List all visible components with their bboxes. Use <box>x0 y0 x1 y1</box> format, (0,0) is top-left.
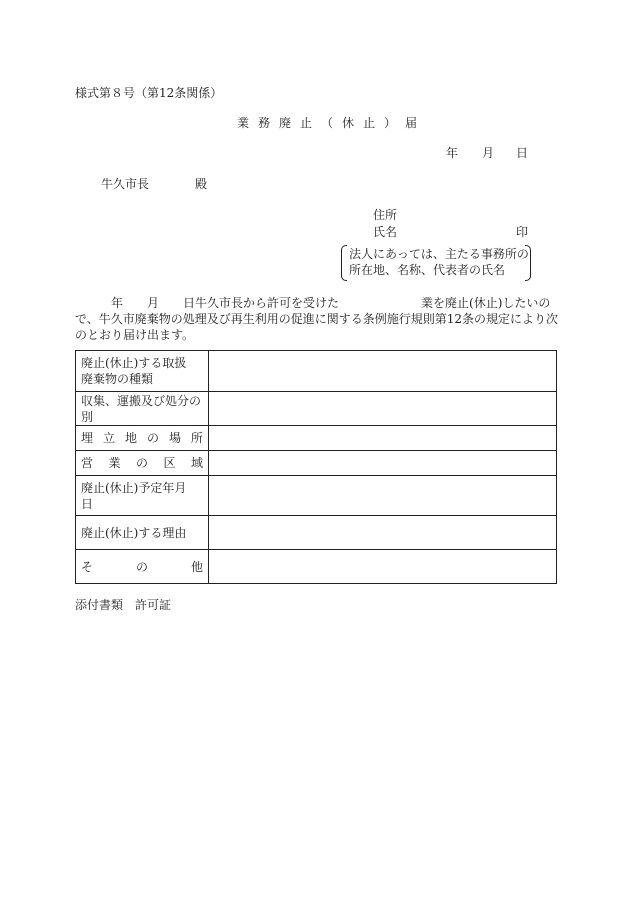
addressee-honorific: 殿 <box>195 177 208 191</box>
corporate-note-text <box>349 246 529 278</box>
row-label-collection-type <box>76 392 209 426</box>
field-landfill-location[interactable] <box>209 426 557 451</box>
name-label: 氏名 <box>373 225 398 239</box>
label-line: 埋 立 地 の 場 所 <box>81 431 203 445</box>
table-row <box>76 550 557 584</box>
seal-mark: 印 <box>516 225 529 239</box>
corporate-note-line2: 所在地、名称、代表者の氏名 <box>349 263 506 277</box>
row-label-planned-date <box>76 476 209 516</box>
row-label-waste-type <box>76 351 209 392</box>
body-month: 月 <box>147 296 160 310</box>
row-label-reason: 廃止(休止)する理由 <box>76 516 209 550</box>
date-month: 月 <box>482 146 495 160</box>
body-text1: 日牛久市長から許可を受けた <box>183 296 340 310</box>
date-day: 日 <box>516 146 529 160</box>
label-line: 廃棄物の種類 <box>81 372 154 386</box>
address-label: 住所 <box>373 208 398 222</box>
field-reason[interactable] <box>209 516 557 550</box>
field-business-area[interactable] <box>209 451 557 476</box>
label-line: 営 業 の 区 域 <box>81 456 203 470</box>
label-line: そ の 他 <box>81 559 203 574</box>
field-planned-date[interactable] <box>209 476 557 516</box>
form-number: 様式第８号（第12条関係） <box>75 86 223 100</box>
body-paragraph <box>75 295 565 343</box>
row-label-other <box>76 550 209 584</box>
field-waste-type[interactable] <box>209 351 557 392</box>
table-row <box>76 451 557 476</box>
left-bracket <box>341 245 347 281</box>
table-row <box>76 476 557 516</box>
body-text2: 業を廃止(休止)したいの <box>421 296 551 310</box>
body-year: 年 <box>111 296 124 310</box>
table-row <box>76 351 557 392</box>
corporate-note-line1: 法人にあっては、主たる事務所の <box>349 247 529 261</box>
page-title: 業務廃止（休止）届 <box>237 116 427 130</box>
row-label-business-area <box>76 451 209 476</box>
addressee-name: 牛久市長 <box>101 177 150 191</box>
body-line3: のとおり届け出ます。 <box>75 328 195 342</box>
table-row <box>76 392 557 426</box>
body-line2: で、牛久市廃棄物の処理及び再生利用の促進に関する条例施行規則第12条の規定により次 <box>75 312 559 326</box>
label-line: 日 <box>81 496 94 511</box>
table-row <box>76 516 557 550</box>
body-line1 <box>75 295 565 311</box>
label-line: 収集、運搬及び処分の <box>81 393 202 408</box>
corporate-note <box>341 245 531 279</box>
form-table <box>75 350 557 584</box>
table-row <box>76 426 557 451</box>
field-other[interactable] <box>209 550 557 584</box>
attachment-note: 添付書類 許可証 <box>75 598 172 612</box>
label-line: 廃止(休止)する取扱 <box>81 356 187 370</box>
label-line: 別 <box>81 409 94 424</box>
field-collection-type[interactable] <box>209 392 557 426</box>
date-year: 年 <box>446 146 459 160</box>
row-label-landfill <box>76 426 209 451</box>
label-line: 廃止(休止)予定年月 <box>81 480 187 495</box>
